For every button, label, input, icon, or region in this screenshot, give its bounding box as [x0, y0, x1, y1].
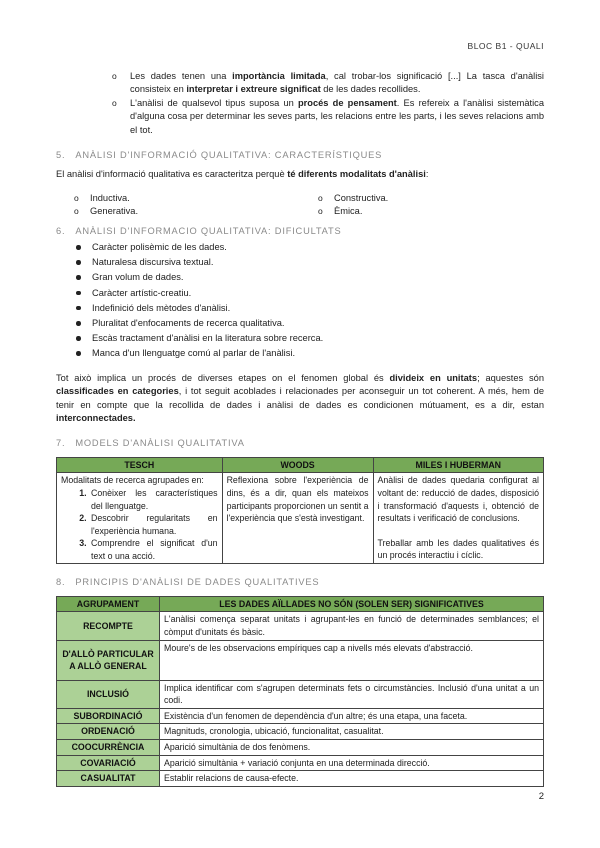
table-row: COVARIACIÓ Aparició simultània + variació conjunta en una determinada direcció.	[57, 755, 544, 771]
woods-cell: Reflexiona sobre l'experiència de dins, és a dir, quan els mateixos participants proporcionen un sentit a l'experiència que s'està investigant.	[222, 473, 373, 564]
list-item: Escàs tractament d'anàlisi en la literatura sobre recerca.	[76, 331, 544, 346]
running-header: BLOC B1 - QUALI	[467, 41, 544, 51]
page-number: 2	[538, 791, 544, 802]
list-item: o Constructiva.	[300, 192, 544, 205]
list-item: Naturalesa discursiva textual.	[76, 255, 544, 270]
table-row: ORDENACIÓ Magnituds, cronologia, ubicació, funcionalitat, casualitat.	[57, 724, 544, 740]
list-item: o Les dades tenen una importància limitada, cal trobar-los significació [...] La tasca d'anàlisi consisteix en interpretar i extreure significat de les dades recollides.	[112, 70, 544, 97]
modalities-list	[56, 192, 544, 219]
section-5-text: El anàlisi d'informació qualitativa es caracteritza perquè té diferents modalitats d'anàlisi:	[56, 169, 429, 180]
list-item: o Èmica.	[300, 205, 544, 218]
list-item: Caràcter artístic-creatiu.	[76, 286, 544, 301]
difficulties-list	[56, 240, 544, 362]
table-header: LES DADES AÏLLADES NO SÓN (SOLEN SER) SIGNIFICATIVES	[160, 596, 544, 612]
intro-sub-list	[112, 70, 544, 137]
list-item: 1. Conèixer les característiques del llenguatge.	[89, 487, 218, 512]
table-row: CASUALITAT Establir relacions de causa-efecte.	[57, 771, 544, 787]
models-table	[56, 457, 544, 565]
list-item: Pluralitat d'enfocaments de recerca qualitativa.	[76, 316, 544, 331]
list-item: Indefinició dels mètodes d'anàlisi.	[76, 301, 544, 316]
list-item: Gran volum de dades.	[76, 270, 544, 285]
table-row: SUBORDINACIÓ Existència d'un fenomen de dependència d'un altre; és una etapa, una faceta.	[57, 708, 544, 724]
table-header: MILES I HUBERMAN	[373, 457, 543, 473]
section-7-heading: 7. MODELS D'ANÀLISI QUALITATIVA	[56, 438, 245, 449]
list-item: o Inductiva.	[56, 192, 300, 205]
table-header: WOODS	[222, 457, 373, 473]
section-5-heading: 5. ANÀLISI D'INFORMACIÓ QUALITATIVA: CARACTERÍSTIQUES	[56, 150, 383, 161]
table-row: COOCURRÈNCIA Aparició simultània de dos fenòmens.	[57, 740, 544, 756]
list-item: o Generativa.	[56, 205, 300, 218]
page-content	[56, 70, 544, 787]
list-item: Caràcter polisèmic de les dades.	[76, 240, 544, 255]
section-6-paragraph: Tot això implica un procés de diverses etapes on el fenomen global és divideix en unitats; aquestes són classificades en categories, i tot seguit acoblades i relacionades per aconseguir un tot coherent. A més, hem de tenir en compte que la recollida de dades i anàlisi de dades es condicionen mútuament, es a dir, estan interconnectades.	[56, 372, 545, 423]
list-item: 2. Descobrir regularitats en l'experiència humana.	[89, 512, 218, 537]
table-row: RECOMPTE L'anàlisi comença separat unitats i agrupant-les en funció de determinades semblances; el còmput d'unitats és bàsic.	[57, 612, 544, 640]
section-8-heading: 8. PRINCIPIS D'ANÀLISI DE DADES QUALITATIVES	[56, 577, 320, 588]
table-header: AGRUPAMENT	[57, 596, 160, 612]
table-row: INCLUSIÓ Implica identificar com s'agrupen determinats fets o circumstàncies. Inclusió d'una unitat a un codi.	[57, 680, 544, 708]
table-header: TESCH	[57, 457, 223, 473]
list-item: 3. Comprendre el significat d'un text o una acció.	[89, 537, 218, 562]
list-item: o L'anàlisi de qualsevol tipus suposa un procés de pensament. Es refereix a l'anàlisi sistemàtica d'alguna cosa per determinar les seves parts, les relacions entre les parts, i les seves relacions amb el tot.	[112, 97, 544, 137]
principles-table	[56, 596, 544, 787]
tesch-cell: Modalitats de recerca agrupades en: 1. Conèixer les característiques del llenguatge. 2. Descobrir regularitats en l'experiència humana. 3. Comprendre el significat d'un text o una acció.	[57, 473, 223, 564]
section-6-heading: 6. ANÀLISI D'INFORMACIO QUALITATIVA: DIFICULTATS	[56, 225, 342, 236]
list-item: Manca d'un llenguatge comú al parlar de l'anàlisi.	[76, 346, 544, 361]
miles-cell: Anàlisi de dades quedaria configurat al voltant de: reducció de dades, disposició i transformació d'aquests i, obtenció de resultats i verificació de conclusions. Treballar amb les dades qualitatives és un procés interactiu i cíclic.	[373, 473, 543, 564]
table-row: D'ALLÒ PARTICULAR A ALLÒ GENERAL Moure's de les observacions empíriques cap a nivells més elevats d'abstracció.	[57, 640, 544, 680]
